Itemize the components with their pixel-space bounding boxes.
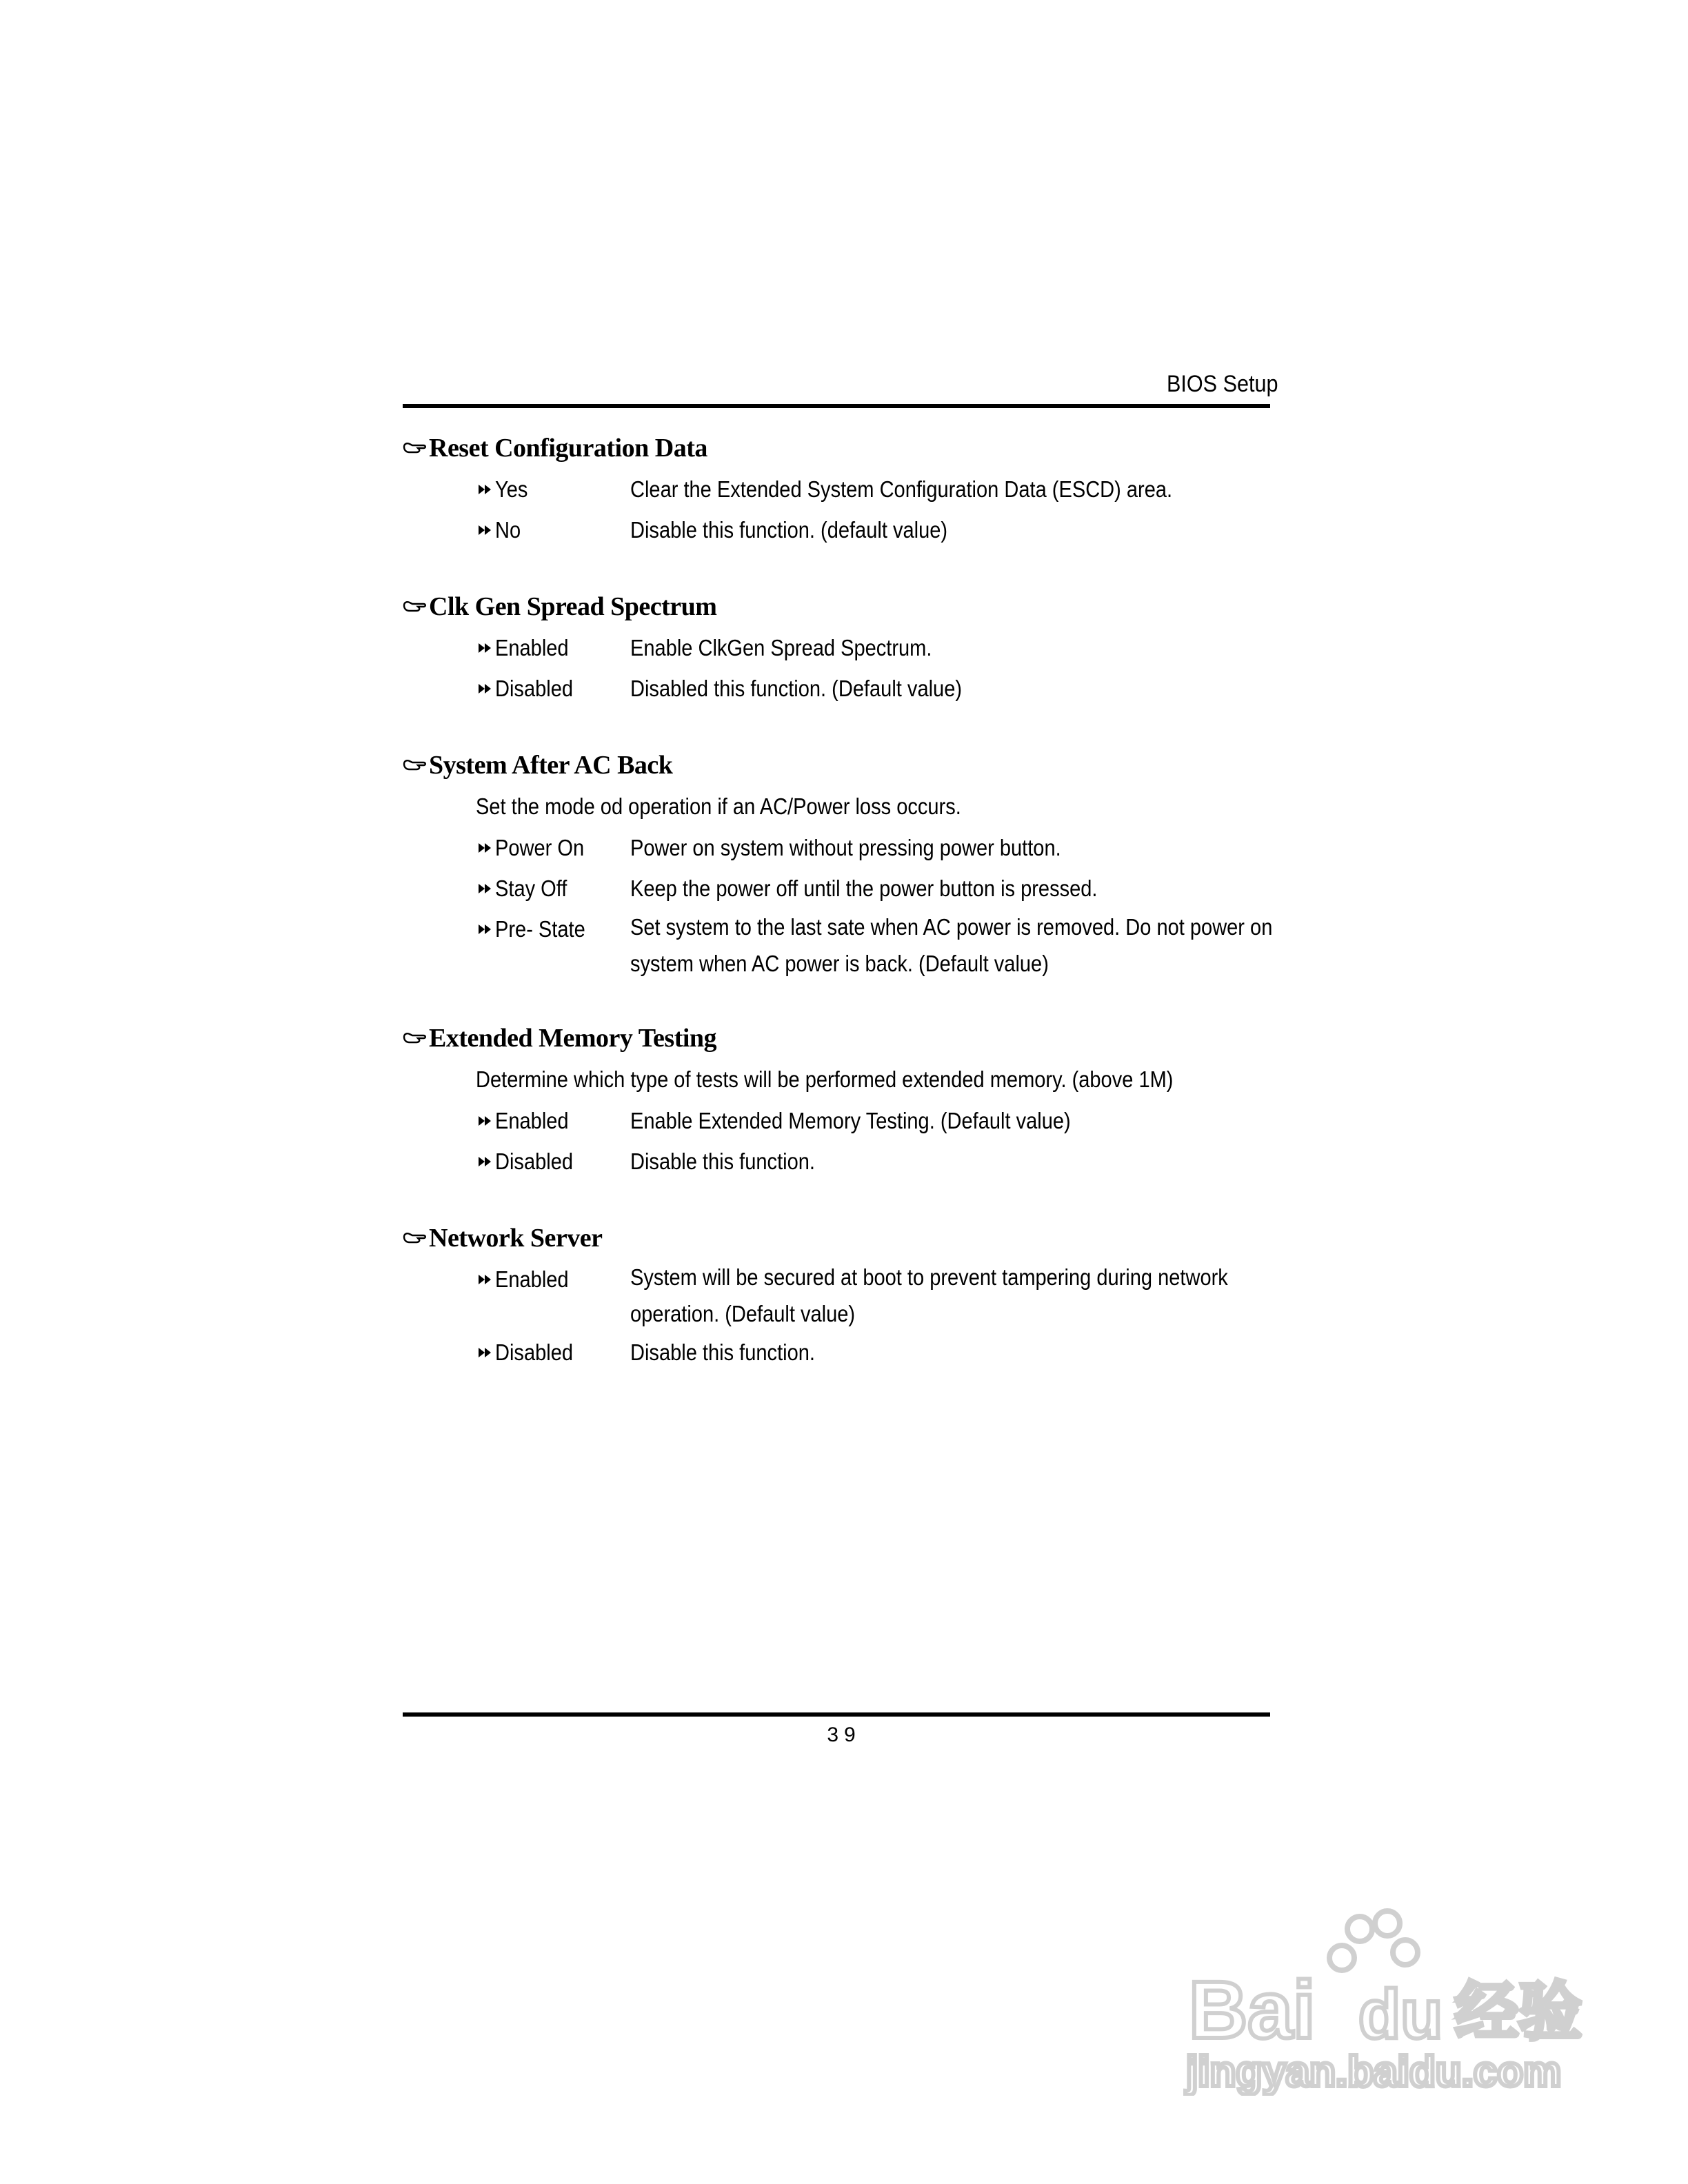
watermark-brand-text: Bai (1189, 1965, 1316, 2056)
option-description (630, 469, 1265, 509)
section-title-text: Extended Memory Testing (429, 1024, 717, 1053)
option-description-line: Enable Extended Memory Testing. (Default value) (630, 1108, 1071, 1133)
option-description (630, 909, 1273, 982)
option-description-line: system when AC power is back. (Default value) (630, 951, 1049, 976)
option-name (477, 1141, 630, 1182)
option-name (477, 509, 630, 550)
double-arrow-bullet-icon (477, 882, 494, 895)
header-rule (403, 404, 1270, 408)
option-row (403, 909, 1273, 982)
double-arrow-bullet-icon (477, 682, 494, 695)
double-arrow-bullet-icon (477, 483, 494, 496)
option-row (403, 1141, 1273, 1182)
option-row (403, 827, 1273, 868)
option-name (477, 1259, 630, 1300)
section-title-text: Clk Gen Spread Spectrum (429, 592, 717, 621)
option-list (403, 469, 1273, 550)
option-name (477, 827, 630, 868)
option-row (403, 509, 1273, 550)
option-row (403, 668, 1273, 709)
double-arrow-bullet-icon (477, 923, 494, 936)
option-list (403, 627, 1273, 709)
option-name-text: Yes (495, 476, 528, 502)
option-description-line: Disabled this function. (Default value) (630, 676, 963, 701)
settings-section (403, 745, 1273, 982)
double-arrow-bullet-icon (477, 842, 494, 854)
section-title-text: Reset Configuration Data (429, 434, 707, 463)
watermark-brand-du: du (1358, 1976, 1443, 2053)
option-description-line: operation. (Default value) (630, 1301, 856, 1326)
pointing-hand-icon (403, 757, 428, 774)
watermark-brand-jingyan: 经验 (1455, 1977, 1582, 2048)
option-description-line: Clear the Extended System Configuration Data (ESCD) area. (630, 476, 1173, 502)
option-description (630, 827, 1265, 868)
section-heading (403, 586, 1273, 627)
section-title-text: Network Server (429, 1224, 603, 1253)
double-arrow-bullet-icon (477, 524, 494, 536)
section-title-text: System After AC Back (429, 751, 673, 780)
option-row (403, 1332, 1273, 1373)
baidu-jingyan-watermark-logo (1172, 1903, 1600, 2096)
double-arrow-bullet-icon (477, 1346, 494, 1359)
option-description (630, 668, 1265, 709)
section-heading (403, 1217, 1273, 1259)
option-description-line: Disable this function. (630, 1339, 815, 1365)
option-name-text: Enabled (495, 1266, 569, 1292)
option-description (630, 1259, 1265, 1332)
double-arrow-bullet-icon (477, 642, 494, 654)
option-name (477, 868, 630, 909)
option-name-text: Stay Off (495, 876, 567, 901)
option-name (477, 909, 630, 949)
section-heading (403, 1018, 1273, 1059)
option-description-line: Disable this function. (630, 1149, 815, 1174)
option-name-text: Enabled (495, 1108, 569, 1133)
double-arrow-bullet-icon (477, 1273, 494, 1286)
pointing-hand-icon (403, 598, 428, 615)
settings-section (403, 1217, 1273, 1373)
option-name (477, 627, 630, 668)
pointing-hand-icon (403, 1230, 428, 1246)
settings-section (403, 1018, 1273, 1182)
option-row (403, 627, 1273, 668)
option-name-text: Disabled (495, 1339, 574, 1365)
document-body (403, 427, 1273, 1408)
section-description: Determine which type of tests will be performed extended memory. (above 1M) (476, 1066, 1174, 1092)
option-name-text: Pre- State (495, 916, 585, 942)
option-row (403, 469, 1273, 509)
option-description (630, 1141, 1265, 1182)
option-name-text: No (495, 517, 521, 543)
option-list (403, 1259, 1273, 1373)
option-description-line: Enable ClkGen Spread Spectrum. (630, 635, 932, 660)
option-description-line: Set system to the last sate when AC power is removed. Do not power on (630, 914, 1273, 940)
watermark-url-text: jingyan.baidu.com (1186, 2048, 1562, 2096)
option-list (403, 827, 1273, 982)
option-name (477, 1332, 630, 1373)
option-name-text: Disabled (495, 1149, 574, 1174)
option-name (477, 668, 630, 709)
settings-section (403, 427, 1273, 550)
option-description (630, 509, 1265, 550)
option-description (630, 868, 1265, 909)
double-arrow-bullet-icon (477, 1115, 494, 1127)
option-list (403, 1100, 1273, 1182)
option-description-line: Power on system without pressing power button. (630, 835, 1061, 860)
section-description: Set the mode od operation if an AC/Power loss occurs. (476, 793, 961, 819)
option-description (630, 1100, 1265, 1141)
option-row (403, 1259, 1273, 1332)
option-name (477, 469, 630, 509)
pointing-hand-icon (403, 1030, 428, 1046)
pointing-hand-icon (403, 440, 428, 456)
option-description-line: System will be secured at boot to prevent tampering during network (630, 1264, 1228, 1290)
double-arrow-bullet-icon (477, 1155, 494, 1168)
option-name (477, 1100, 630, 1141)
settings-section (403, 586, 1273, 709)
option-row (403, 868, 1273, 909)
option-description-line: Keep the power off until the power button is pressed. (630, 876, 1098, 901)
footer-rule (403, 1712, 1270, 1717)
header-title: BIOS Setup (1167, 371, 1278, 397)
section-heading (403, 745, 1273, 786)
option-description (630, 627, 1265, 668)
option-name-text: Enabled (495, 635, 569, 660)
option-name-text: Disabled (495, 676, 574, 701)
option-name-text: Power On (495, 835, 585, 860)
section-heading (403, 427, 1273, 469)
page-number: 39 (827, 1723, 861, 1746)
option-description (630, 1332, 1265, 1373)
option-description-line: Disable this function. (default value) (630, 517, 948, 543)
option-row (403, 1100, 1273, 1141)
